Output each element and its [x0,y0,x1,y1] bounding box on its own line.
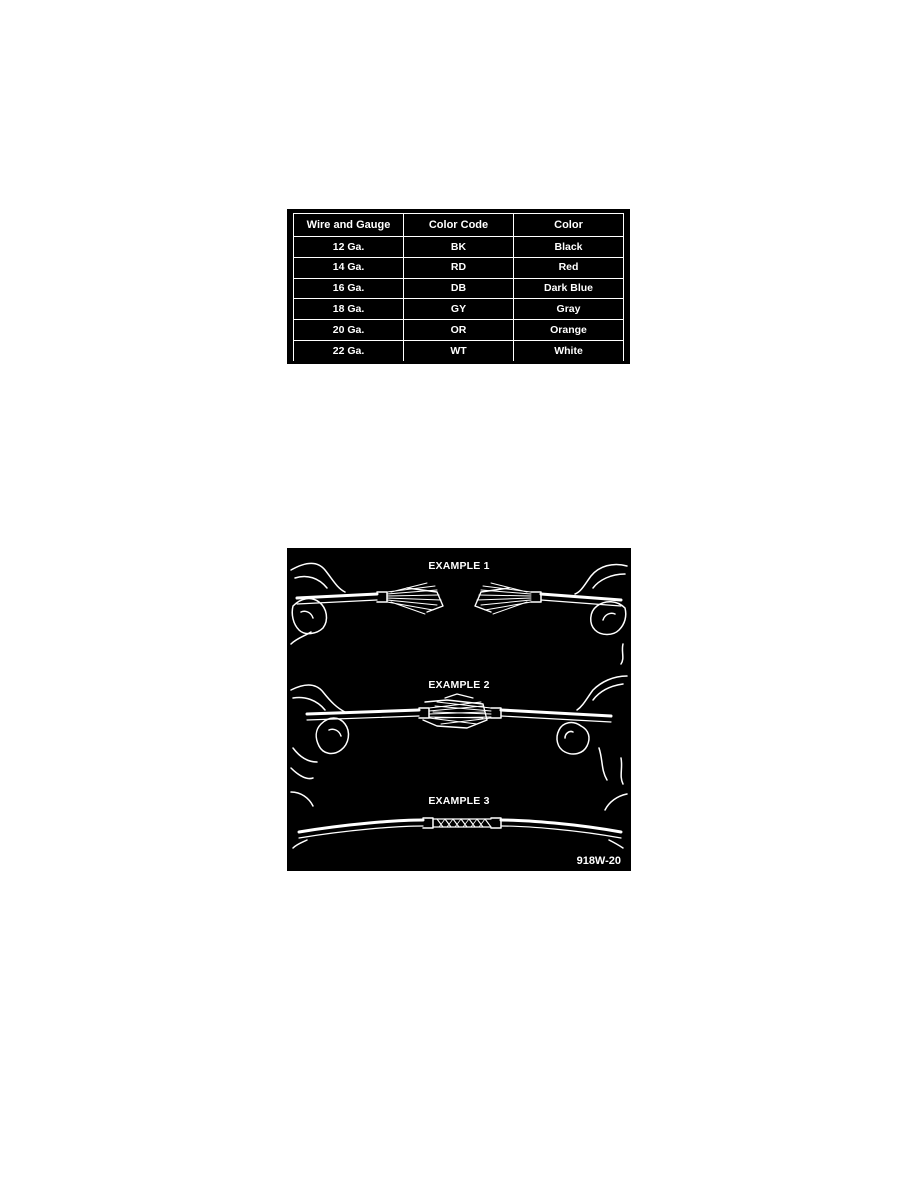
cell-wire-gauge: 18 Ga. [294,299,404,320]
cell-color: Orange [514,320,624,341]
table-header-row [294,214,624,237]
example-2-drawing [291,676,627,784]
cell-wire-gauge: 22 Ga. [294,341,404,361]
cell-color: Gray [514,299,624,320]
table-row [294,257,624,278]
table-row [294,320,624,341]
cell-wire-gauge: 16 Ga. [294,278,404,299]
example-2-label: EXAMPLE 2 [428,679,490,691]
table-row [294,299,624,320]
cell-color: Black [514,237,624,258]
cell-color-code: GY [404,299,514,320]
column-header-color-code: Color Code [404,214,514,237]
column-header-wire-gauge: Wire and Gauge [294,214,404,237]
cell-color: Red [514,257,624,278]
wire-color-code-table [293,213,624,361]
table-row [294,341,624,361]
cell-color-code: WT [404,341,514,361]
cell-color: White [514,341,624,361]
cell-color-code: RD [404,257,514,278]
cell-color-code: OR [404,320,514,341]
example-1-label: EXAMPLE 1 [428,560,490,572]
table-row [294,278,624,299]
cell-color: Dark Blue [514,278,624,299]
cell-wire-gauge: 14 Ga. [294,257,404,278]
example-1-drawing [291,563,627,664]
wire-color-code-table-figure [287,209,630,364]
wire-splice-illustration [287,548,631,871]
figure-code: 918W-20 [576,855,621,867]
column-header-color: Color [514,214,624,237]
cell-color-code: DB [404,278,514,299]
cell-wire-gauge: 20 Ga. [294,320,404,341]
cell-wire-gauge: 12 Ga. [294,237,404,258]
table-row [294,237,624,258]
wire-splice-drawing [287,548,631,871]
example-3-label: EXAMPLE 3 [428,795,490,807]
cell-color-code: BK [404,237,514,258]
